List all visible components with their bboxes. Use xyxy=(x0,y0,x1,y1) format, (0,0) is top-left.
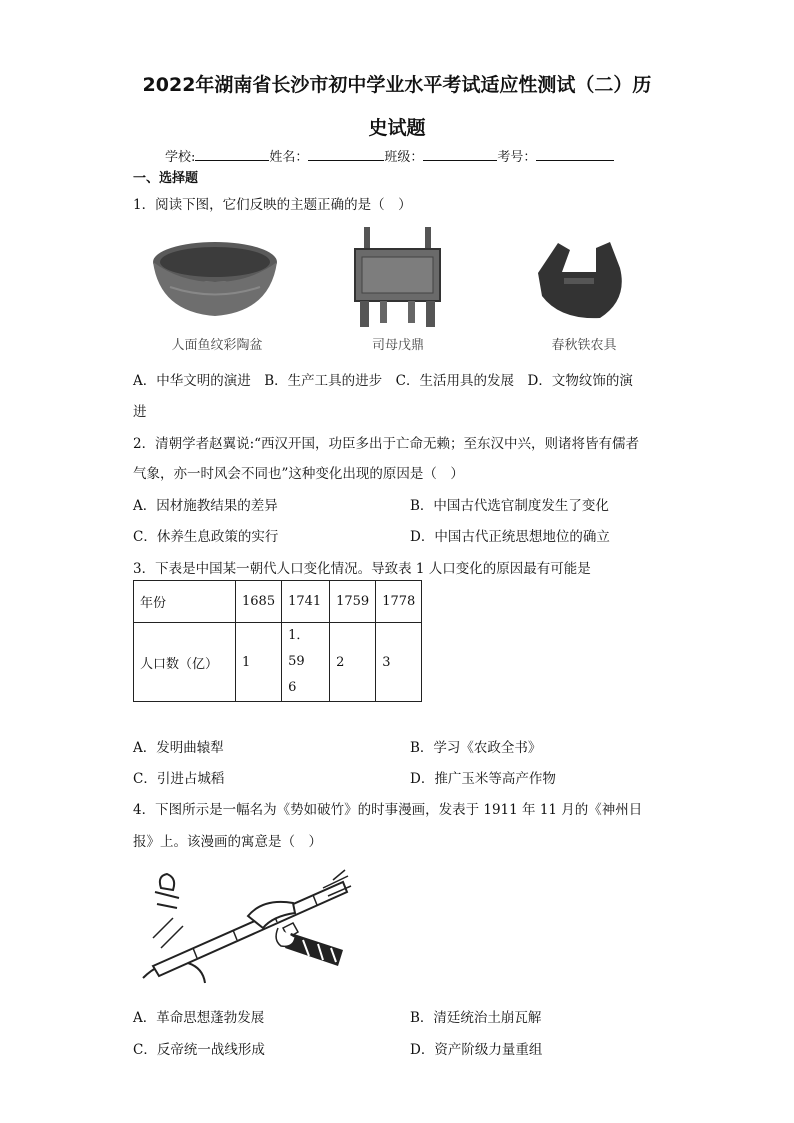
painted-pottery-basin-image xyxy=(150,232,280,322)
name-blank xyxy=(308,148,384,161)
q1-stem: 1．阅读下图，它们反映的主题正确的是（ ） xyxy=(133,197,412,213)
table-cell: 1741 xyxy=(282,581,330,623)
q2-stem-line1: 2．清朝学者赵翼说:“西汉开国，功臣多出于亡命无赖；至东汉中兴，则诸将皆有儒者 xyxy=(133,436,640,452)
exam-title-line2: 史试题 xyxy=(368,117,426,139)
name-label: 姓名： xyxy=(269,150,309,165)
school-label: 学校: xyxy=(165,150,196,165)
q2-stem-line2: 气象，亦一时风会不同也”这种变化出现的原因是（ ） xyxy=(133,466,464,482)
q4-option-a: A．革命思想蓬勃发展 xyxy=(133,1010,265,1026)
q3-option-c: C．引进占城稻 xyxy=(133,771,225,787)
table-cell: 2 xyxy=(330,623,376,702)
q1-caption-1: 人面鱼纹彩陶盆 xyxy=(171,338,263,353)
iron-farm-tool-image xyxy=(530,238,635,323)
q4-option-c: C．反帝统一战线形成 xyxy=(133,1042,265,1058)
q1-caption-3: 春秋铁农具 xyxy=(551,338,617,353)
table-header-population: 人口数（亿） xyxy=(134,623,236,702)
table-row xyxy=(134,581,422,623)
q2-option-b: B．中国古代选官制度发生了变化 xyxy=(410,498,609,514)
table-cell: 1 xyxy=(236,623,282,702)
table-header-year: 年份 xyxy=(134,581,236,623)
population-table xyxy=(133,580,422,702)
bamboo-cartoon-image xyxy=(133,868,358,988)
table-row xyxy=(134,623,422,702)
q3-option-d: D．推广玉米等高产作物 xyxy=(410,771,556,787)
q1-options-wrap: 进 xyxy=(133,404,147,420)
q3-option-a: A．发明曲辕犁 xyxy=(133,740,224,756)
q2-option-c: C．休养生息政策的实行 xyxy=(133,529,279,545)
q4-stem-line1: 4．下图所示是一幅名为《势如破竹》的时事漫画，发表于 1911 年 11 月的《神州日 xyxy=(133,802,643,818)
table-cell: 3 xyxy=(376,623,422,702)
q1-caption-2: 司母戊鼎 xyxy=(371,338,424,353)
q4-option-b: B．清廷统治土崩瓦解 xyxy=(410,1010,542,1026)
table-cell: 1778 xyxy=(376,581,422,623)
exam-title-line1: 2022年湖南省长沙市初中学业水平考试适应性测试（二）历 xyxy=(142,74,652,96)
table-cell: 1．59 6 xyxy=(282,623,330,702)
school-blank xyxy=(195,148,269,161)
table-cell: 1759 xyxy=(330,581,376,623)
class-label: 班级： xyxy=(384,150,424,165)
q3-stem: 3．下表是中国某一朝代人口变化情况。导致表 1 人口变化的原因最有可能是 xyxy=(133,561,591,577)
exam-no-blank xyxy=(536,148,614,161)
simuwu-ding-image xyxy=(350,225,445,330)
student-info-row xyxy=(165,146,614,165)
q3-option-b: B．学习《农政全书》 xyxy=(410,740,542,756)
q2-option-a: A．因材施教结果的差异 xyxy=(133,498,278,514)
q2-option-d: D．中国古代正统思想地位的确立 xyxy=(410,529,610,545)
class-blank xyxy=(423,148,497,161)
q4-stem-line2: 报》上。该漫画的寓意是（ ） xyxy=(133,834,322,850)
q4-option-d: D．资产阶级力量重组 xyxy=(410,1042,543,1058)
table-cell: 1685 xyxy=(236,581,282,623)
exam-no-label: 考号： xyxy=(497,150,537,165)
q1-options: A．中华文明的演进 B．生产工具的进步 C．生活用具的发展 D．文物纹饰的演 xyxy=(133,373,633,389)
section-heading: 一、选择题 xyxy=(133,171,199,186)
